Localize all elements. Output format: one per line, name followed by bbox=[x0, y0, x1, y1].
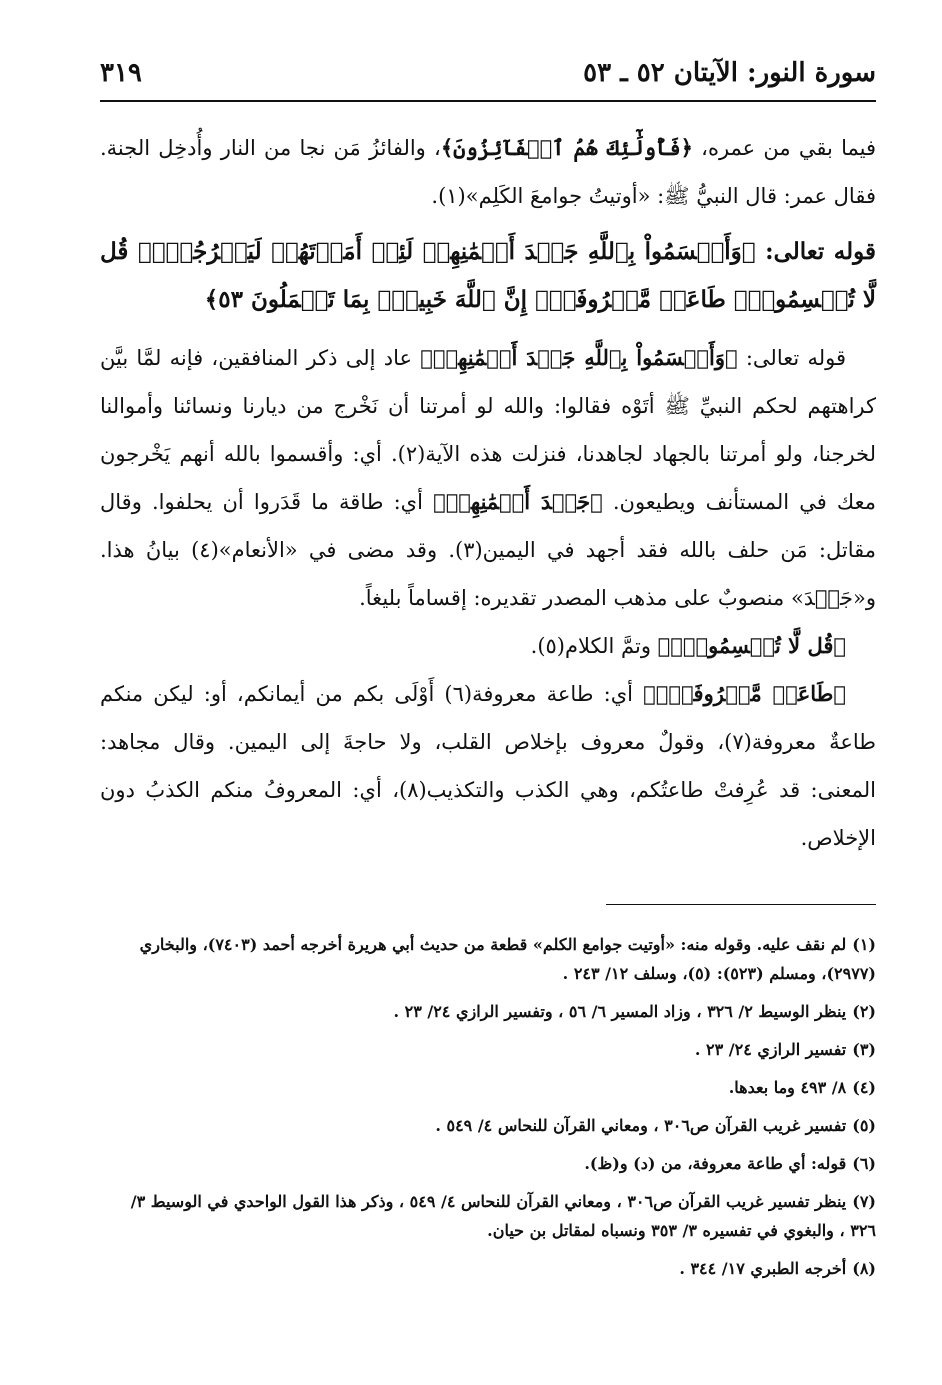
surah-title: سورة النور: الآيتان ٥٢ ـ ٥٣ bbox=[583, 58, 876, 88]
footnotes bbox=[100, 930, 876, 1292]
paragraph-2: قوله تعالى: ﴿وَأَقۡسَمُواْ بِٱللَّهِ جَهۡدَ أَيۡمَٰنِهِمۡ﴾ عاد إلى ذكر المنافقين، فإنه لمَّا بيَّن كراهتهم لحكم النبيِّ ﷺ أتَوْه فقالوا: والله لو أمرتنا أن نَخْرج من ديارنا ونسائنا وأموالنا لخرجنا، ولو أمرتنا بالجهاد لجاهدنا، فنزلت هذه الآية(٢). أي: وأقسموا بالله أنهم يَخْرجون معك في المستأنف ويطيعون. ﴿جَهۡدَ أَيۡمَٰنِهِمۡ﴾ أي: طاقة ما قَدَروا أن يحلفوا. وقال مقاتل: مَن حلف بالله فقد أجهد في اليمين(٣). وقد مضى في «الأنعام»(٤) بيانُ هذا. و«جَهۡدَ» منصوبٌ على مذهب المصدر تقديره: إقساماً بليغاً. bbox=[100, 345, 876, 610]
header-rule bbox=[100, 100, 876, 102]
verse-label: قوله تعالى: bbox=[755, 238, 876, 265]
footnote: (٦)قوله: أي طاعة معروفة، من (د) و(ظ). bbox=[584, 1154, 876, 1173]
footnote: (١)لم نقف عليه. وقوله منه: «أوتيت جوامع الكلم» قطعة من حديث أبي هريرة أخرجه أحمد (٧٤٠٣)، والبخاري (٢٩٧٧)، ومسلم (٥٢٣): (٥)، وسلف ١٢/ ٢٤٣ . bbox=[139, 935, 876, 983]
paragraph-3: ﴿قُل لَّا تُقۡسِمُواْۖ﴾ وتمَّ الكلام(٥). bbox=[530, 633, 846, 658]
footnote: (٤)٨/ ٤٩٣ وما بعدها. bbox=[728, 1078, 876, 1097]
quran-quote: ﴿قُل لَّا تُقۡسِمُواْۖ﴾ bbox=[657, 633, 846, 658]
verse-text: ﴿وَأَقۡسَمُواْ بِٱللَّهِ جَهۡدَ أَيۡمَٰنِهِمۡ لَئِنۡ أَمَرۡتَهُمۡ لَيَخۡرُجُنَّۖ قُل لَّا تُقۡسِمُواْۖ طَاعَةٞ مَّعۡرُوفَةٌۚ إِنَّ ٱللَّهَ خَبِيرُۢ بِمَا تَعۡمَلُونَ ٥٣﴾ bbox=[100, 238, 876, 313]
main-text bbox=[100, 124, 876, 862]
footnote: (٨)أخرجه الطبري ١٧/ ٣٤٤ . bbox=[679, 1259, 876, 1278]
paragraph-4: ﴿طَاعَةٞ مَّعۡرُوفَةٌۚ﴾ أي: طاعة معروفة(٦) أَوْلَى بكم من أيمانكم، أو: ليكن منكم طاعةٌ معروفة(٧)، وقولٌ معروف بإخلاص القلب، ولا حاجةَ إلى اليمين. وقال مجاهد: المعنى: قد عُرِفتْ طاعتُكم، وهي الكذب والتكذيب(٨)، أي: المعروفُ منكم الكذبُ دون الإخلاص. bbox=[100, 681, 876, 850]
running-header bbox=[100, 58, 876, 98]
quran-quote: ﴿طَاعَةٞ مَّعۡرُوفَةٌۚ﴾ bbox=[643, 681, 846, 706]
quran-quote: ﴿فَأُولَٰٓئِكَ هُمُ ٱلۡفَآئِزُونَ﴾ bbox=[440, 135, 693, 160]
footnote: (٢)ينظر الوسيط ٢/ ٣٢٦ ، وزاد المسير ٦/ ٥٦ ، وتفسير الرازي ٢٤/ ٢٣ . bbox=[393, 1002, 876, 1021]
page-number: ٣١٩ bbox=[100, 58, 142, 88]
footnote: (٧)ينظر تفسير غريب القرآن ص٣٠٦ ، ومعاني القرآن للنحاس ٤/ ٥٤٩ ، وذكر هذا القول الواحدي في الوسيط ٣/ ٣٢٦ ، والبغوي في تفسيره ٣/ ٣٥٣ ونسباه لمقاتل بن حيان. bbox=[130, 1192, 876, 1240]
paragraph-1: فيما بقي من عمره، ﴿فَأُولَٰٓئِكَ هُمُ ٱلۡفَآئِزُونَ﴾، والفائزُ مَن نجا من النار وأُدخِل الجنة. فقال عمر: قال النبيُّ ﷺ: «أوتيتُ جوامعَ الكَلِم»(١). bbox=[100, 135, 876, 208]
quran-quote: ﴿وَأَقۡسَمُواْ بِٱللَّهِ جَهۡدَ أَيۡمَٰنِهِمۡ﴾ bbox=[420, 345, 738, 370]
footnote-rule bbox=[606, 904, 876, 905]
footnote: (٣)تفسير الرازي ٢٤/ ٢٣ . bbox=[694, 1040, 876, 1059]
quran-quote: ﴿جَهۡدَ أَيۡمَٰنِهِمۡ﴾ bbox=[433, 489, 603, 514]
footnote: (٥)تفسير غريب القرآن ص٣٠٦ ، ومعاني القرآن للنحاس ٤/ ٥٤٩ . bbox=[435, 1116, 876, 1135]
verse-block bbox=[100, 228, 876, 324]
